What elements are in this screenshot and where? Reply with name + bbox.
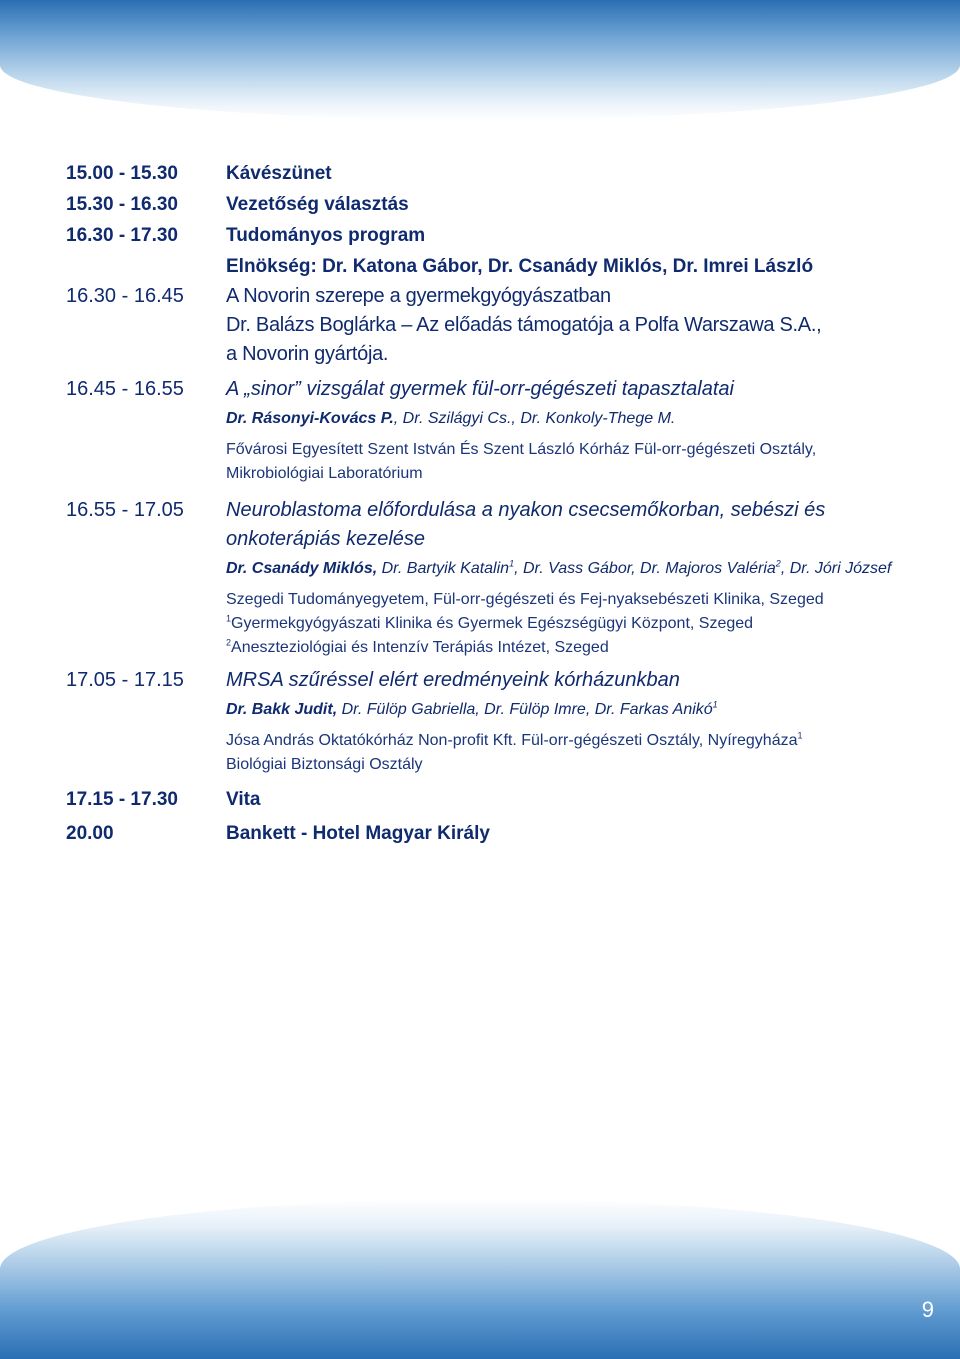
agenda-item-authors bbox=[226, 408, 926, 430]
agenda-item-authors bbox=[226, 699, 926, 721]
agenda-time: 17.15 - 17.30 bbox=[66, 789, 178, 810]
affiliation-line bbox=[226, 636, 926, 660]
agenda-item-label: Kávészünet bbox=[226, 163, 332, 184]
agenda-item-affiliation bbox=[226, 729, 926, 777]
agenda-item-affiliation bbox=[226, 438, 926, 486]
footnote-marker: 1 bbox=[226, 613, 232, 624]
affiliation-line bbox=[226, 612, 926, 636]
page-number: 9 bbox=[921, 1297, 934, 1322]
agenda-item-chairs: Elnökség: Dr. Katona Gábor, Dr. Csanády Miklós, Dr. Imrei László bbox=[226, 256, 814, 277]
footnote-marker: 2 bbox=[775, 558, 781, 569]
agenda-item-label: Vezetőség választás bbox=[226, 194, 409, 215]
bottom-decorative-band bbox=[0, 1199, 960, 1359]
affiliation-text: Gyermekgyógyászati Klinika és Gyermek Egészségügyi Központ, Szeged bbox=[231, 615, 754, 632]
affiliation-text: Jósa András Oktatókórház Non-profit Kft. Fül-orr-gégészeti Osztály, Nyíregyháza bbox=[226, 732, 798, 749]
co-authors: , Dr. Szilágyi Cs., Dr. Konkoly-Thege M. bbox=[393, 410, 676, 427]
agenda-item-label: Tudományos program bbox=[226, 225, 426, 246]
agenda-item-label: Bankett - Hotel Magyar Király bbox=[226, 823, 490, 844]
top-decorative-band bbox=[0, 0, 960, 120]
agenda-row-scientific-program bbox=[66, 220, 926, 282]
agenda-row-neuroblastoma bbox=[66, 496, 926, 660]
agenda-item-title: A „sinor” vizsgálat gyermek fül-orr-gégészeti tapasztalatai bbox=[226, 378, 734, 400]
agenda-item-affiliation bbox=[226, 588, 926, 660]
agenda-row-board-election bbox=[66, 189, 926, 220]
agenda-item-speaker: Dr. Balázs Boglárka – Az előadás támogatója a Polfa Warszawa S.A., bbox=[226, 314, 822, 336]
lead-author: Dr. Bakk Judit, bbox=[226, 701, 338, 718]
agenda-item-sponsor-note: a Novorin gyártója. bbox=[226, 343, 389, 365]
affiliation-line bbox=[226, 729, 926, 753]
agenda-row-banquet bbox=[66, 817, 926, 851]
lead-author: Dr. Rásonyi-Kovács P. bbox=[226, 410, 394, 427]
co-authors: Dr. Fülöp Gabriella, Dr. Fülöp Imre, Dr. Farkas Anikó bbox=[337, 701, 713, 718]
agenda-item-title: A Novorin szerepe a gyermekgyógyászatban bbox=[226, 285, 611, 307]
affiliation-line: Mikrobiológiai Laboratórium bbox=[226, 465, 423, 482]
agenda-row-discussion bbox=[66, 783, 926, 817]
co-authors: , Dr. Vass Gábor, Dr. Majoros Valéria bbox=[514, 560, 776, 577]
agenda-row-sinor bbox=[66, 375, 926, 486]
affiliation-text: Aneszteziológiai és Intenzív Terápiás Intézet, Szeged bbox=[231, 639, 609, 656]
affiliation-line: Biológiai Biztonsági Osztály bbox=[226, 756, 423, 773]
footnote-marker: 1 bbox=[509, 558, 515, 569]
agenda-time: 16.30 - 17.30 bbox=[66, 225, 178, 246]
agenda bbox=[66, 158, 926, 851]
agenda-time: 16.45 - 16.55 bbox=[66, 378, 184, 400]
footnote-marker: 1 bbox=[797, 730, 803, 741]
agenda-row-novorin bbox=[66, 282, 926, 369]
footnote-marker: 1 bbox=[712, 699, 718, 710]
agenda-time: 15.30 - 16.30 bbox=[66, 194, 178, 215]
agenda-item-title-cont: onkoterápiás kezelése bbox=[226, 528, 426, 550]
agenda-item-title: Neuroblastoma előfordulása a nyakon csecsemőkorban, sebészi és bbox=[226, 499, 826, 521]
agenda-time: 20.00 bbox=[66, 823, 114, 844]
agenda-time: 17.05 - 17.15 bbox=[66, 669, 184, 691]
co-author: Dr. Bartyik Katalin bbox=[377, 560, 510, 577]
agenda-item-authors bbox=[226, 558, 926, 580]
agenda-time: 15.00 - 15.30 bbox=[66, 163, 178, 184]
lead-author: Dr. Csanády Miklós, bbox=[226, 560, 378, 577]
agenda-time: 16.55 - 17.05 bbox=[66, 499, 184, 521]
agenda-item-label: Vita bbox=[226, 789, 261, 810]
agenda-time: 16.30 - 16.45 bbox=[66, 285, 184, 307]
co-author: , Dr. Jóri József bbox=[780, 560, 892, 577]
agenda-row-mrsa bbox=[66, 666, 926, 777]
affiliation-line: Fővárosi Egyesített Szent István És Szent László Kórház Fül-orr-gégészeti Osztály, bbox=[226, 441, 817, 458]
agenda-item-title: MRSA szűréssel elért eredményeink kórházunkban bbox=[226, 669, 680, 691]
affiliation-line: Szegedi Tudományegyetem, Fül-orr-gégészeti és Fej-nyaksebészeti Klinika, Szeged bbox=[226, 591, 824, 608]
footnote-marker: 2 bbox=[226, 637, 232, 648]
agenda-row-coffee-break bbox=[66, 158, 926, 189]
